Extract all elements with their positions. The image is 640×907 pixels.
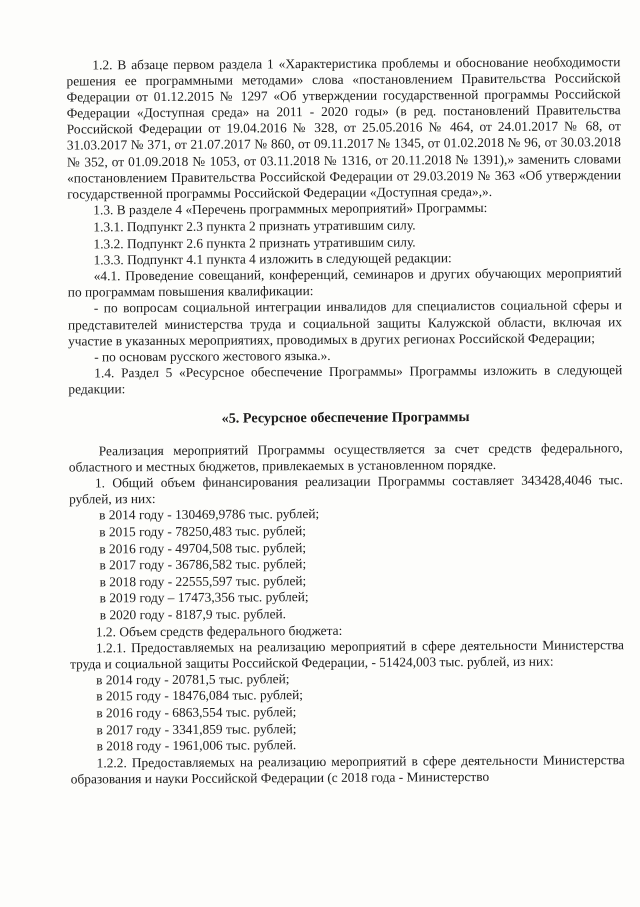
year-line: в 2015 году - 78250,483 тыс. рублей; xyxy=(99,523,307,540)
year-line: в 2014 году - 20781,5 тыс. рублей; xyxy=(96,671,290,688)
year-line: в 2020 году - 8187,9 тыс. рублей. xyxy=(99,606,287,623)
paragraph-4-1-a: - по вопросам социальной интеграции инвалидов для специалистов социальной сферы и представителей министерства труда и социальной защиты Калужской области, включая их участие в указанных мероприятиях, проводимых в других регионах Российской Федерации; xyxy=(67,297,623,349)
paragraph-1-3: 1.3. В разделе 4 «Перечень программных мероприятий» Программы: xyxy=(93,200,488,218)
paragraph-1-3-3: 1.3.3. Подпункт 4.1 пункта 4 изложить в следующей редакции: xyxy=(93,250,452,268)
paragraph-federal-1: 1.2.1. Предоставляемых на реализацию мероприятий в сфере деятельности Министерства труда и социальной защиты Российской Федерации, - 51424,003 тыс. рублей, из них: xyxy=(70,636,624,672)
year-line: в 2016 году - 49704,508 тыс. рублей; xyxy=(99,539,307,556)
year-line: в 2018 году - 1961,006 тыс. рублей. xyxy=(96,737,297,754)
paragraph-1-3-1: 1.3.1. Подпункт 2.3 пункта 2 признать утратившим силу. xyxy=(93,217,416,235)
year-line: в 2016 году - 6863,554 тыс. рублей; xyxy=(96,704,297,721)
paragraph-intro: Реализация мероприятий Программы осуществляется за счет средств федерального, областного и местных бюджетов, привлекаемых в установленном порядке. xyxy=(68,440,623,475)
year-line: в 2017 году - 3341,859 тыс. рублей; xyxy=(96,720,297,738)
paragraph-4-1: «4.1. Проведение совещаний, конференций, семинаров и других обучающих мероприятий по программам повышения квалификации: xyxy=(67,265,622,300)
paragraph-4-1-b: - по основам русского жестового языка.». xyxy=(94,347,331,365)
year-line: в 2017 году - 36786,582 тыс. рублей; xyxy=(99,556,307,573)
year-line: в 2018 году - 22555,597 тыс. рублей; xyxy=(99,572,307,590)
paragraph-1-4: 1.4. Раздел 5 «Ресурсное обеспечение Программы» Программы изложить в следующей редакции: xyxy=(68,361,623,397)
paragraph-1-2: 1.2. В абзаце первом раздела 1 «Характеристика проблемы и обоснование необходимости решения ее программными методами» слова «постановлением Правительства Российской Федерации от 01.12.2015 № 1297 «Об утверждении государственной программы Российской Федерации «Доступная среда» на 2011 - 2020 годы» (в ред. постановлений Правительства Российской Федерации от 19.04.2016 № 328, от 25.05.2016 № 464, от 24.01.2017 № 68, от 31.03.2017 № 371, от 21.07.2017 № 860, от 09.11.2017 № 1345, от 01.02.2018 № 96, от 30.03.2018 № 352, от 01.09.2018 № 1053, от 03.11.2018 № 1316, от 20.11.2018 № 1391),» заменить словами «постановлением Правительства Российской Федерации от 29.03.2019 № 363 «Об утверждении государственной программы Российской Федерации «Доступная среда»,». xyxy=(66,54,622,202)
paragraph-federal-2: 1.2.2. Предоставляемых на реализацию мероприятий в сфере деятельности Министерства образования и науки Российской Федерации (с 2018 года - Министерство xyxy=(70,751,625,787)
paragraph-federal: 1.2. Объем средств федерального бюджета: xyxy=(95,622,343,639)
year-line: в 2014 году - 130469,9786 тыс. рублей; xyxy=(99,506,320,523)
year-line: в 2019 году – 17473,356 тыс. рублей; xyxy=(99,589,309,606)
year-line: в 2015 году - 18476,084 тыс. рублей; xyxy=(96,687,304,704)
total-years-list xyxy=(69,505,624,625)
paragraph-1-3-2: 1.3.2. Подпункт 2.6 пункта 2 признать утратившим силу. xyxy=(93,233,416,251)
section-heading: «5. Ресурсное обеспечение Программы xyxy=(221,409,470,427)
paragraph-total: 1. Общий объем финансирования реализации Программы составляет 343428,4046 тыс. рублей, из них: xyxy=(69,472,623,507)
federal-1-years-list xyxy=(70,669,624,755)
